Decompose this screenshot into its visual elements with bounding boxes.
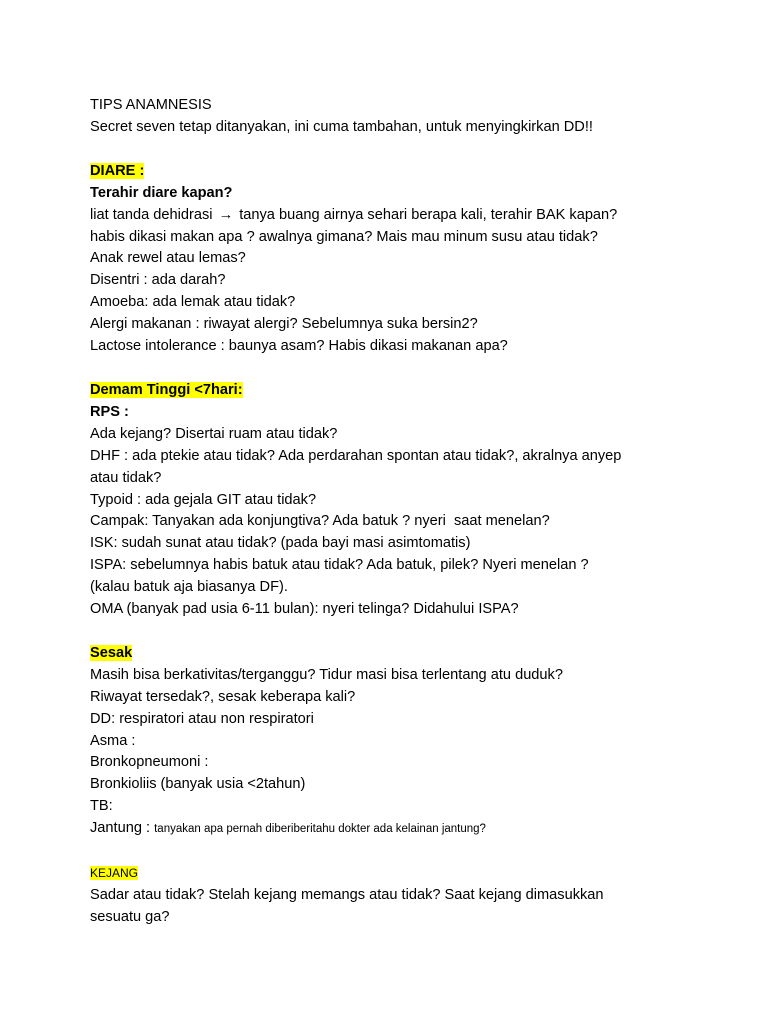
diare-heading: DIARE : <box>90 162 145 179</box>
sesak-l2: Riwayat tersedak?, sesak keberapa kali? <box>90 688 356 705</box>
demam-l4: Typoid : ada gejala GIT atau tidak? <box>90 491 317 508</box>
section-diare <box>90 161 690 183</box>
demam-l9: OMA (banyak pad usia 6-11 bulan): nyeri telinga? Didahului ISPA? <box>90 601 519 618</box>
demam-l6: ISK: sudah sunat atau tidak? (pada bayi masi asimtomatis) <box>90 535 471 552</box>
demam-l1: Ada kejang? Disertai ruam atau tidak? <box>90 425 338 442</box>
diare-q7: Alergi makanan : riwayat alergi? Sebelumnya suka bersin2? <box>90 316 478 333</box>
demam-l8: (kalau batuk aja biasanya DF). <box>90 579 288 596</box>
demam-rps: RPS : <box>90 403 129 420</box>
diare-q5: Disentri : ada darah? <box>90 272 226 289</box>
sesak-l7: TB: <box>90 798 113 815</box>
spacer <box>90 841 690 863</box>
kejang-heading: KEJANG <box>90 866 139 881</box>
diare-q3: habis dikasi makan apa ? awalnya gimana? Mais mau minum susu atau tidak? <box>90 228 598 245</box>
demam-l3: atau tidak? <box>90 469 162 486</box>
document-body <box>90 95 690 929</box>
section-sesak <box>90 643 690 665</box>
sesak-l8 <box>90 818 690 841</box>
sesak-l8-text: tanyakan apa pernah diberiberitahu dokter ada kelainan jantung? <box>154 823 486 836</box>
diare-q4: Anak rewel atau lemas? <box>90 250 246 267</box>
demam-l5: Campak: Tanyakan ada konjungtiva? Ada batuk ? nyeri saat menelan? <box>90 513 550 530</box>
document-title: TIPS ANAMNESIS <box>90 97 212 113</box>
sesak-heading: Sesak <box>90 644 133 661</box>
diare-q2-b: tanya buang airnya sehari berapa kali, terahir BAK kapan? <box>235 206 618 223</box>
spacer <box>90 358 690 380</box>
demam-heading: Demam Tinggi <7hari: <box>90 381 243 398</box>
diare-q2 <box>90 205 690 227</box>
diare-q1: Terahir diare kapan? <box>90 184 233 201</box>
kejang-l1: Sadar atau tidak? Stelah kejang memangs atau tidak? Saat kejang dimasukkan <box>90 887 604 903</box>
demam-l7: ISPA: sebelumnya habis batuk atau tidak? Ada batuk, pilek? Nyeri menelan ? <box>90 557 589 574</box>
spacer <box>90 139 690 161</box>
sesak-l5: Bronkopneumoni : <box>90 754 209 771</box>
arrow-right-icon: → <box>218 206 234 223</box>
kejang-l2: sesuatu ga? <box>90 908 170 925</box>
sesak-l1: Masih bisa berkativitas/terganggu? Tidur masi bisa terlentang atu duduk? <box>90 666 563 683</box>
sesak-l4: Asma : <box>90 732 136 749</box>
sesak-l6: Bronkioliis (banyak usia <2tahun) <box>90 776 306 793</box>
spacer <box>90 621 690 643</box>
demam-l2: DHF : ada ptekie atau tidak? Ada perdarahan spontan atau tidak?, akralnya anyep <box>90 447 622 464</box>
section-demam <box>90 380 690 402</box>
diare-q6: Amoeba: ada lemak atau tidak? <box>90 294 296 311</box>
intro-text: Secret seven tetap ditanyakan, ini cuma tambahan, untuk menyingkirkan DD!! <box>90 118 593 135</box>
sesak-l3: DD: respiratori atau non respiratori <box>90 710 314 727</box>
diare-q2-a: liat tanda dehidrasi <box>90 206 213 223</box>
diare-q8: Lactose intolerance : baunya asam? Habis dikasi makanan apa? <box>90 338 508 355</box>
section-kejang <box>90 863 690 885</box>
sesak-l8-label: Jantung : <box>90 820 155 837</box>
